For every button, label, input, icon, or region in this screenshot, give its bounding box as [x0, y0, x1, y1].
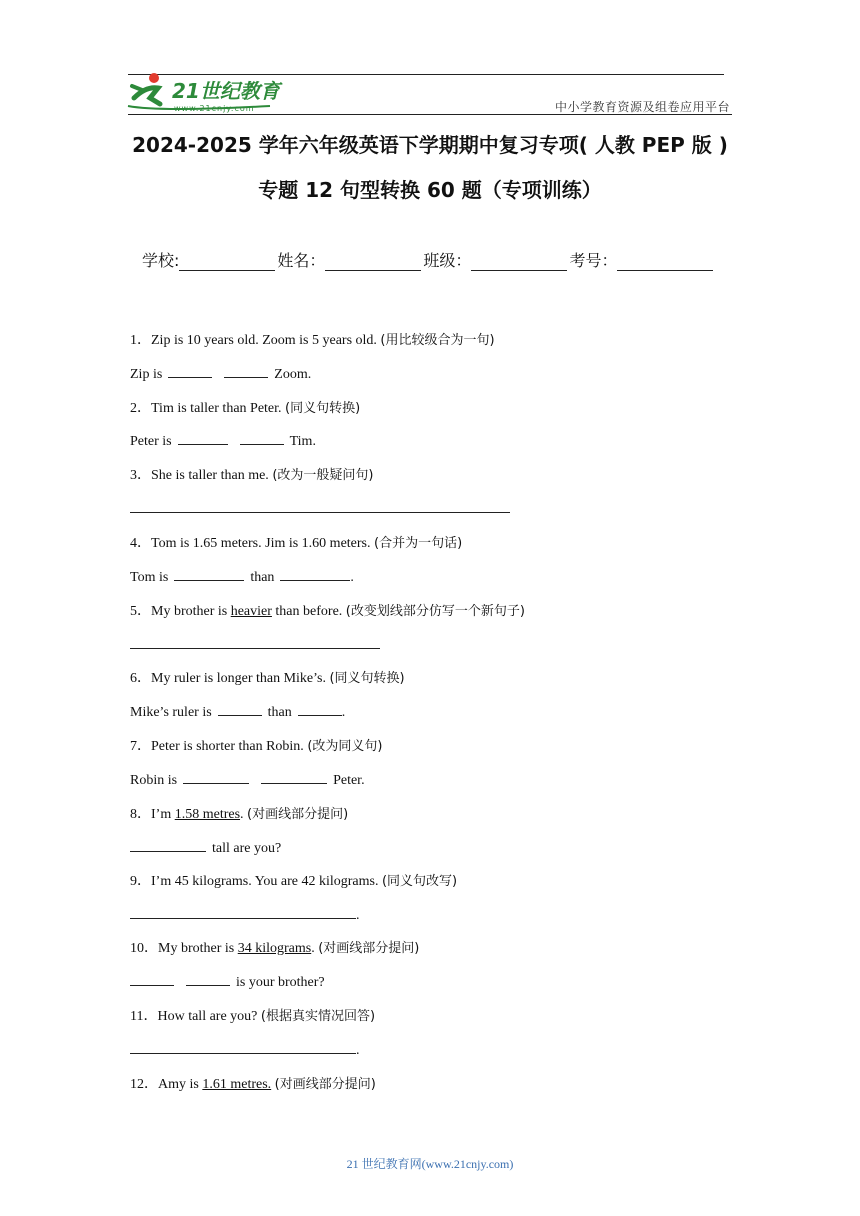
name-blank[interactable] [325, 252, 421, 271]
platform-tagline: 中小学教育资源及组卷应用平台 [554, 100, 730, 114]
answer-prefix: Peter is [130, 434, 172, 449]
question-number: 4． [130, 536, 151, 551]
answer-7 [130, 769, 365, 789]
answer-9 [130, 904, 360, 924]
answer-middle: than [250, 570, 275, 585]
question-8 [130, 803, 348, 823]
question-5 [130, 600, 525, 620]
answer-suffix: Tim. [289, 434, 316, 449]
underlined-word: 1.58 metres [174, 807, 241, 822]
answer-suffix: . [341, 705, 346, 720]
question-2 [130, 397, 360, 417]
question-text: Tim is taller than Peter. [151, 401, 286, 416]
question-text: Peter is shorter than Robin. [151, 739, 308, 754]
question-4 [130, 532, 462, 552]
number-blank[interactable] [617, 252, 713, 271]
question-number: 6． [130, 671, 151, 686]
question-hint: (改为同义句) [307, 739, 383, 754]
question-10 [130, 937, 419, 957]
question-text: . [311, 941, 319, 956]
answer-suffix: . [356, 1043, 360, 1058]
answer-6 [130, 701, 345, 721]
question-hint: (对画线部分提问) [318, 941, 420, 956]
class-blank[interactable] [471, 252, 567, 271]
question-hint: (用比较级合为一句) [380, 333, 495, 348]
answer-blank[interactable] [174, 566, 244, 581]
question-text: . [240, 807, 248, 822]
svg-text:21世纪教育: 21世纪教育 [172, 79, 280, 103]
question-1 [130, 329, 495, 349]
answer-blank[interactable] [183, 769, 249, 784]
answer-blank[interactable] [280, 566, 350, 581]
underlined-word: 1.61 metres. [202, 1077, 272, 1092]
runner-logo-icon [120, 68, 290, 116]
answer-blank[interactable] [168, 363, 212, 378]
question-hint: (合并为一句话) [374, 536, 463, 551]
answer-4 [130, 566, 354, 586]
question-9 [130, 870, 457, 890]
doc-subtitle: 专题 12 句型转换 60 题（专项训练） [258, 178, 602, 202]
question-number: 8． [130, 807, 151, 822]
site-logo [120, 68, 290, 116]
question-3 [130, 464, 373, 484]
question-text: Tom is 1.65 meters. Jim is 1.60 meters. [151, 536, 375, 551]
answer-11 [130, 1039, 360, 1059]
question-hint: (根据真实情况回答) [260, 1009, 376, 1024]
answer-blank[interactable] [130, 971, 174, 986]
question-text: She is taller than me. [151, 468, 273, 483]
question-7 [130, 735, 382, 755]
answer-prefix: Zip is [130, 367, 163, 382]
underlined-word: heavier [230, 604, 272, 619]
question-text: I’m [151, 807, 175, 822]
question-hint: (改变划线部分仿写一个新句子) [345, 604, 525, 619]
answer-blank[interactable] [130, 837, 206, 852]
answer-blank[interactable] [186, 971, 230, 986]
question-text: than before. [271, 604, 346, 619]
answer-middle: than [267, 705, 292, 720]
answer-blank[interactable] [261, 769, 327, 784]
answer-blank[interactable] [298, 701, 342, 716]
question-11 [130, 1005, 375, 1025]
answer-line-5[interactable] [130, 648, 380, 649]
answer-prefix: Robin is [130, 773, 178, 788]
question-number: 5． [130, 604, 151, 619]
answer-blank[interactable] [224, 363, 268, 378]
question-hint: (改为一般疑问句) [272, 468, 374, 483]
answer-blank[interactable] [240, 430, 284, 445]
question-text: My ruler is longer than Mike’s. [151, 671, 330, 686]
answer-2 [130, 430, 316, 450]
answer-suffix: is your brother? [236, 975, 325, 990]
answer-blank[interactable] [218, 701, 262, 716]
header-rule-bottom [128, 114, 732, 115]
student-info-line [142, 248, 715, 271]
answer-10 [130, 971, 325, 991]
answer-1 [130, 363, 311, 383]
footer-link[interactable]: 21 世纪教育网(www.21cnjy.com) [346, 1157, 514, 1171]
svg-text:www.21cnjy.com: www.21cnjy.com [174, 104, 255, 113]
question-number: 9． [130, 874, 151, 889]
underlined-word: 34 kilograms [237, 941, 312, 956]
question-hint: (对画线部分提问) [274, 1077, 376, 1092]
doc-title: 2024-2025 学年六年级英语下学期期中复习专项( 人教 PEP 版 ) [132, 133, 728, 157]
school-label: 学校: [142, 251, 180, 270]
question-number: 11． [130, 1009, 158, 1024]
question-hint: (同义句改写) [381, 874, 458, 889]
question-number: 2． [130, 401, 151, 416]
question-number: 12． [130, 1077, 158, 1092]
answer-suffix: . [350, 570, 354, 585]
number-label: 考号： [569, 251, 618, 270]
class-label: 班级： [423, 251, 472, 270]
question-hint: (同义句转换) [285, 401, 361, 416]
answer-blank[interactable] [178, 430, 228, 445]
answer-suffix: Zoom. [274, 367, 312, 382]
name-label: 姓名： [277, 251, 326, 270]
question-hint: (同义句转换) [329, 671, 405, 686]
answer-line-3[interactable] [130, 512, 510, 513]
question-text: I’m 45 kilograms. You are 42 kilograms. [151, 874, 382, 889]
answer-blank[interactable] [130, 904, 356, 919]
question-number: 10． [130, 941, 158, 956]
answer-prefix: Mike’s ruler is [130, 705, 212, 720]
question-text: My brother is [158, 941, 238, 956]
question-6 [130, 667, 405, 687]
answer-prefix: Tom is [130, 570, 169, 585]
question-12 [130, 1073, 376, 1093]
question-text: My brother is [151, 604, 231, 619]
answer-suffix: . [356, 908, 360, 923]
question-text: Zip is 10 years old. Zoom is 5 years old. [151, 333, 381, 348]
answer-suffix: Peter. [333, 773, 365, 788]
question-number: 1． [130, 333, 151, 348]
answer-blank[interactable] [130, 1039, 356, 1054]
answer-suffix: tall are you? [212, 841, 282, 856]
question-number: 7． [130, 739, 151, 754]
question-text: Amy is [158, 1077, 203, 1092]
school-blank[interactable] [179, 252, 275, 271]
question-hint: (对画线部分提问) [247, 807, 349, 822]
question-number: 3． [130, 468, 151, 483]
question-text: How tall are you? [157, 1009, 261, 1024]
answer-8 [130, 837, 281, 857]
